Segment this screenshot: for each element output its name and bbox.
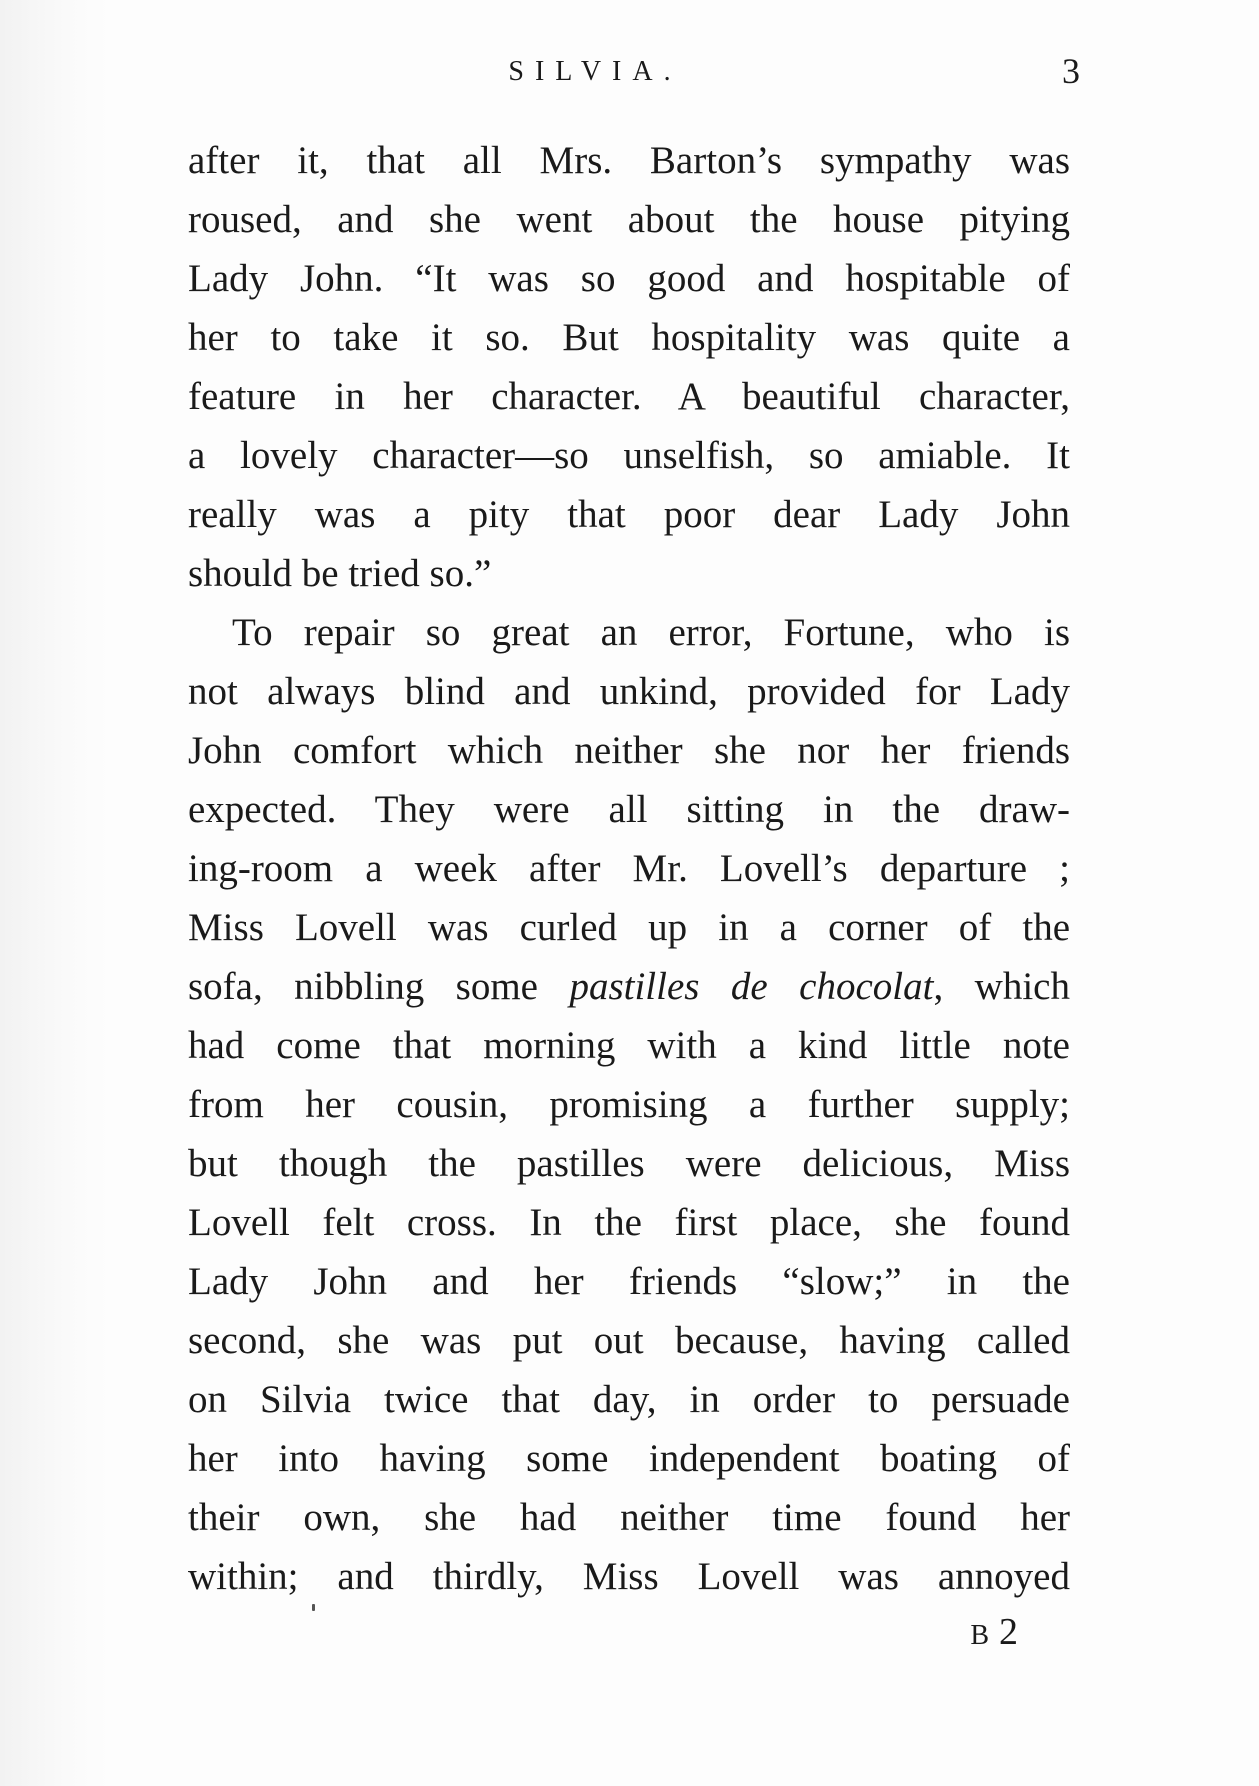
text-line: their own, she had neither time found her — [188, 1496, 1070, 1539]
text-line: from her cousin, promising a further supply; — [188, 1083, 1070, 1126]
paragraph-start-line: To repair so great an error, Fortune, who is — [232, 611, 1070, 654]
text-line: but though the pastilles were delicious, Miss — [188, 1142, 1070, 1185]
ink-speck — [312, 1604, 315, 1611]
running-head — [0, 50, 1259, 110]
text-line: second, she was put out because, having called — [188, 1319, 1070, 1362]
text-line: her into having some independent boating of — [188, 1437, 1070, 1480]
text-line-with-italic — [188, 957, 1070, 1016]
text-line: ing-room a week after Mr. Lovell’s departure ; — [188, 847, 1070, 890]
text-line: within; and thirdly, Miss Lovell was annoyed — [188, 1555, 1070, 1598]
text-line: Lady John and her friends “slow;” in the — [188, 1260, 1070, 1303]
text-line: Lovell felt cross. In the first place, she found — [188, 1201, 1070, 1244]
text-line: Lady John. “It was so good and hospitable of — [188, 257, 1070, 300]
text-line: a lovely character—so unselfish, so amiable. It — [188, 434, 1070, 477]
signature-letter: B — [970, 1620, 991, 1651]
text-line: had come that morning with a kind little note — [188, 1024, 1070, 1067]
text-line: feature in her character. A beautiful character, — [188, 375, 1070, 418]
text-line: not always blind and unkind, provided for Lady — [188, 670, 1070, 713]
text-segment: sofa, nibbling some — [188, 965, 570, 1008]
body-text — [188, 131, 1070, 1606]
text-line: on Silvia twice that day, in order to persuade — [188, 1378, 1070, 1421]
paragraph-end-line: should be tried so.” — [188, 552, 492, 595]
text-line: John comfort which neither she nor her friends — [188, 729, 1070, 772]
italic-phrase: pastilles de chocolat — [569, 965, 934, 1008]
text-segment: , which — [933, 965, 1070, 1008]
signature-mark — [898, 1610, 1018, 1654]
text-line: roused, and she went about the house pitying — [188, 198, 1070, 241]
text-line: after it, that all Mrs. Barton’s sympathy was — [188, 139, 1070, 182]
text-line: Miss Lovell was curled up in a corner of the — [188, 906, 1070, 949]
text-line: expected. They were all sitting in the draw- — [188, 788, 1070, 831]
running-title: SILVIA. — [508, 56, 682, 87]
text-line: really was a pity that poor dear Lady John — [188, 493, 1070, 536]
signature-number: 2 — [999, 1611, 1018, 1653]
page-number: 3 — [1062, 51, 1080, 91]
text-line: her to take it so. But hospitality was quite a — [188, 316, 1070, 359]
page-gutter-shadow — [0, 0, 110, 1786]
